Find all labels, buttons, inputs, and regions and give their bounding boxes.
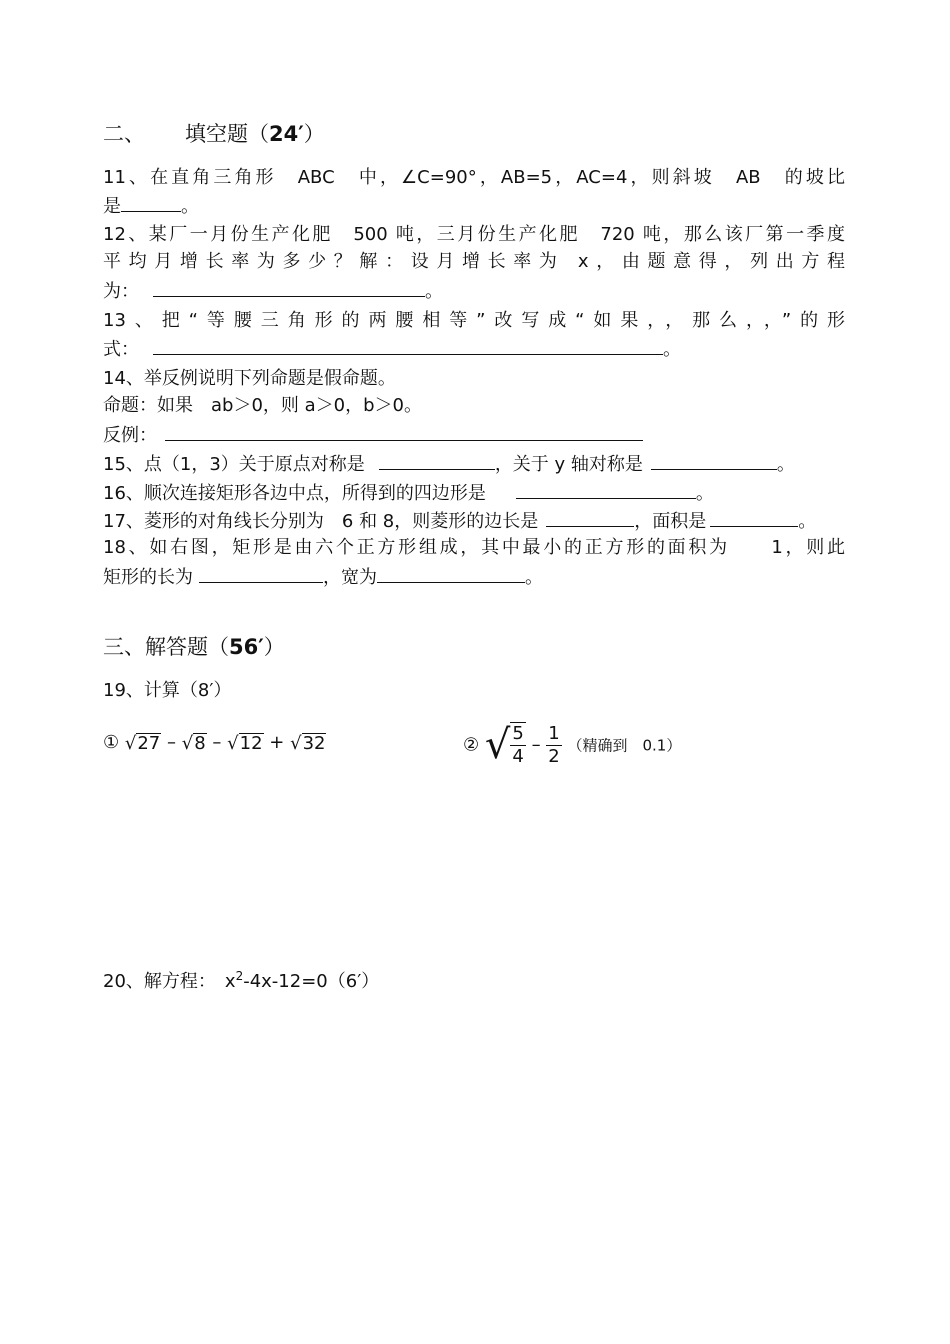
q15-text-b: ，关于 y 轴对称是	[494, 454, 643, 475]
q18-answer-blank-2[interactable]	[377, 564, 525, 583]
q14-line-3	[103, 422, 643, 448]
q12-line-3	[103, 278, 443, 304]
numerator: 5	[512, 723, 524, 744]
operator: –	[212, 732, 222, 753]
section-3-heading	[103, 633, 285, 661]
q14-line-2: 命题：如果 ab＞0，则 a＞0，b＞0。	[103, 395, 422, 416]
q18-end: 。	[525, 567, 543, 588]
q13-answer-blank[interactable]	[153, 336, 663, 355]
q17-line	[103, 508, 816, 534]
q12-answer-blank[interactable]	[153, 278, 425, 297]
q17-end: 。	[798, 511, 817, 532]
fraction-5-4	[510, 722, 525, 768]
denominator: 4	[512, 746, 524, 767]
section-close: ）	[303, 122, 325, 146]
q16-text: 16、顺次连接矩形各边中点，所得到的四边形是	[103, 483, 486, 504]
q12-line-2: 平均月增长率为多少？解：设月增长率为 x，由题意得，列出方程	[103, 251, 845, 272]
q13-end: 。	[663, 339, 681, 360]
radicand: 8	[194, 732, 206, 754]
q19-problem-2	[463, 722, 681, 768]
q11-line-2	[103, 193, 199, 219]
denominator: 2	[548, 745, 560, 767]
q16-end: 。	[695, 483, 714, 504]
q19-label: 19、计算（8′）	[103, 680, 232, 701]
sqrt-32: √32	[290, 732, 326, 754]
radicand: 27	[137, 732, 161, 754]
q15-line	[103, 451, 795, 477]
operator: –	[167, 732, 176, 753]
section-close: ）	[263, 635, 285, 659]
problem-marker: ②	[463, 734, 480, 756]
section-score: 56′	[229, 635, 264, 659]
sqrt-8: √8	[181, 732, 206, 754]
q12-end: 。	[425, 281, 443, 302]
q14-text: 反例：	[103, 425, 157, 446]
q13-line-2	[103, 336, 681, 362]
q12-line-1: 12、某厂一月份生产化肥 500 吨，三月份生产化肥 720 吨，那么该厂第一季度	[103, 224, 845, 245]
radicand: 12	[239, 732, 263, 754]
q19-problem-1	[103, 732, 326, 754]
exponent: 2	[235, 969, 244, 983]
q11-end: 。	[181, 196, 199, 217]
q13-line-1: 13、把“等腰三角形的两腰相等”改写成“如果，，那么，，”的形	[103, 310, 845, 331]
q18-text-b: ，宽为	[323, 567, 377, 588]
sqrt-27: √27	[124, 732, 161, 754]
problem-marker: ①	[103, 732, 120, 753]
q16-line	[103, 480, 714, 506]
q11-answer-blank[interactable]	[121, 193, 181, 212]
q17-text-a: 17、菱形的对角线长分别为 6 和 8，则菱形的边长是	[103, 511, 539, 532]
section-title: 填空题（	[185, 122, 269, 146]
q17-answer-blank-1[interactable]	[546, 508, 634, 527]
q13-text: 式：	[103, 339, 139, 360]
section-number: 二、	[103, 122, 145, 146]
section-score: 24′	[269, 122, 304, 146]
q14-answer-blank[interactable]	[165, 422, 643, 441]
operator: –	[531, 734, 541, 756]
q17-text-b: ，面积是	[634, 511, 707, 532]
numerator: 1	[548, 722, 560, 744]
operator: +	[269, 732, 285, 753]
sqrt-12: √12	[227, 732, 263, 754]
q18-answer-blank-1[interactable]	[199, 564, 323, 583]
q15-answer-blank-2[interactable]	[651, 451, 777, 470]
q17-answer-blank-2[interactable]	[710, 508, 798, 527]
q15-text-a: 15、点（1，3）关于原点对称是	[103, 454, 365, 475]
q20-equation: -4x-12=0（6′）	[243, 971, 380, 992]
q18-line-2	[103, 564, 543, 590]
section-title: 三、解答题（	[103, 635, 229, 659]
q14-line-1: 14、举反例说明下列命题是假命题。	[103, 368, 396, 389]
q20-text: 20、解方程： x	[103, 971, 236, 992]
sqrt-sign: √	[484, 722, 511, 768]
q11-line-1: 11、在直角三角形 ABC 中，∠C=90°，AB=5，AC=4，则斜坡 AB 的坡比	[103, 167, 845, 188]
q15-answer-blank-1[interactable]	[379, 451, 495, 470]
q20-line	[103, 964, 379, 994]
q15-end: 。	[776, 454, 795, 475]
radicand: 32	[302, 732, 326, 754]
section-2-heading	[103, 120, 325, 148]
q18-line-1: 18、如右图，矩形是由六个正方形组成，其中最小的正方形的面积为 1，则此	[103, 537, 845, 558]
q11-text: 是	[103, 196, 121, 217]
q18-text-a: 矩形的长为	[103, 567, 193, 588]
q16-answer-blank[interactable]	[516, 480, 696, 499]
precision-note: （精确到 0.1）	[567, 736, 682, 755]
fraction-1-2	[546, 723, 561, 768]
q12-text: 为：	[103, 281, 139, 302]
